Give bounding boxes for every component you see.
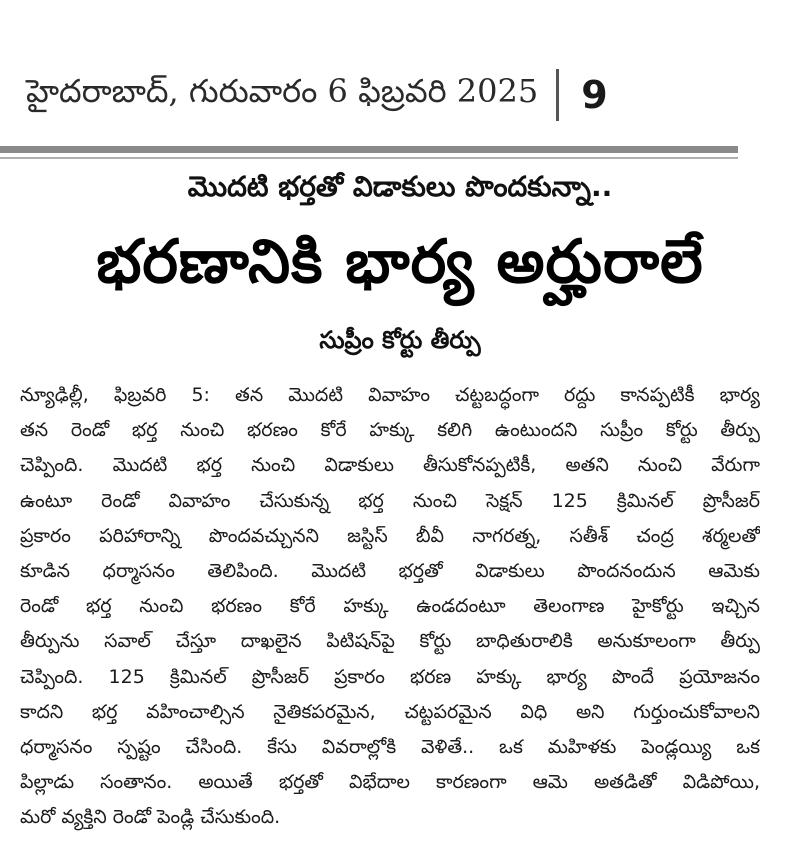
body-line: తీర్పును సవాల్ చేస్తూ దాఖలైన పిటిషన్‌పై కోర్టు బాధితురాలికి అనుకూలంగా తీర్పు — [20, 630, 760, 653]
article-kicker: మొదటి భర్తతో విడాకులు పొందకున్నా.. — [187, 170, 613, 203]
body-line: తన రెండో భర్త నుంచి భరణం కోరే హక్కు కలిగి ఉంటుందని సుప్రీం కోర్టు తీర్పు — [20, 419, 760, 442]
body-line: న్యూఢిల్లీ, ఫిబ్రవరి 5: తన మొదటి వివాహం చట్టబద్ధంగా రద్దు కానప్పటికీ భార్య — [20, 384, 760, 406]
header-rule — [0, 146, 738, 153]
article-subheadline: సుప్రీం కోర్టు తీర్పు — [319, 326, 481, 354]
body-line: పిల్లాడు సంతానం. అయితే భర్తతో విభేదాల కారణంగా ఆమె అతడితో విడిపోయి, — [20, 771, 760, 794]
article-headline: భరణానికి భార్య అర్హురాలే — [96, 227, 704, 297]
dateline-bar — [26, 64, 608, 126]
body-line: చెప్పింది. మొదటి భర్త నుంచి విడాకులు తీసుకోనప్పటికీ, అతని నుంచి వేరుగా — [20, 454, 760, 477]
body-line: రెండో భర్త నుంచి భరణం కోరే హక్కు ఉండదంటూ తెలంగాణ హైకోర్టు ఇచ్చిన — [20, 595, 760, 618]
page-number: 9 — [581, 73, 608, 117]
body-line: చెప్పింది. 125 క్రిమినల్ ప్రొసీజర్ ప్రకారం భరణ హక్కు భార్య పొందే ప్రయోజనం — [20, 665, 760, 688]
body-line: మరో వ్యక్తిని రెండో పెండ్లి చేసుకుంది. — [20, 806, 281, 829]
header-rule-thin — [0, 157, 738, 159]
body-line: ఉంటూ రెండో వివాహం చేసుకున్న భర్త నుంచి సెక్షన్ 125 క్రిమినల్ ప్రొసీజర్ — [20, 489, 760, 512]
body-line: ధర్మాసనం స్పష్టం చేసింది. కేసు వివరాల్లోకి వెళితే.. ఒక మహిళకు పెండ్లయ్యి ఒక — [20, 735, 760, 758]
body-line: కాదని భర్త వహించాల్సిన నైతికపరమైన, చట్టపరమైన విధి అని గుర్తుంచుకోవాలని — [20, 700, 760, 723]
dateline-separator — [556, 69, 559, 121]
body-line: కూడిన ధర్మాసనం తెలిపింది. మొదటి భర్తతో విడాకులు పొందనందున ఆమెకు — [20, 559, 760, 582]
dateline: హైదరాబాద్, గురువారం 6 ఫిబ్రవరి 2025 — [26, 72, 539, 110]
body-line: ప్రకారం పరిహారాన్ని పొందవచ్చునని జస్టిస్ బీవీ నాగరత్న, సతీశ్ చంద్ర శర్మలతో — [20, 524, 760, 547]
article-body — [20, 378, 760, 835]
